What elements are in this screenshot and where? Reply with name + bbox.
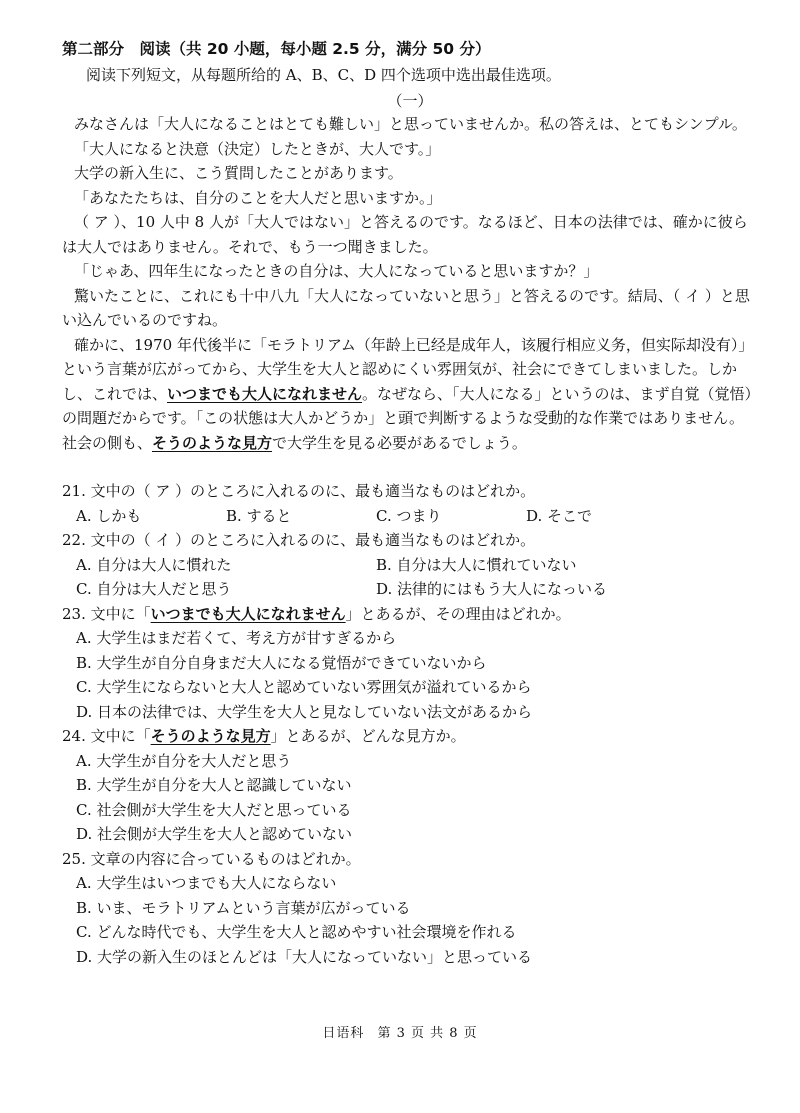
option-b: B. 大学生が自分自身まだ大人になる覚悟ができていないから: [76, 653, 487, 672]
option-c: C. 自分は大人だと思う: [76, 580, 232, 598]
instructions: 阅读下列短文，从每题所给的 A、B、C、D 四个选项中选出最佳选项。: [86, 66, 561, 84]
passage-paragraph-1: みなさんは「大人になることはとても難しい」と思っていませんか。私の答えは、とてもシンプル。: [74, 115, 747, 133]
option-b: B. 大学生が自分を大人と認識していない: [76, 776, 352, 794]
passage-paragraph-7: 驚いたことに、これにも十中八九「大人になっていないと思う」と答えるのです。結局、（ イ ）と思い込んでいるのですね。: [62, 286, 750, 329]
option-c: C. つまり: [376, 506, 442, 525]
passage-paragraph-2: 「大人になると決意（決定）したときが、大人です。」: [74, 139, 441, 158]
option-b: B. すると: [226, 506, 292, 525]
question-stem: 25. 文章の内容に合っているものはどれか。: [62, 849, 361, 868]
option-c: C. どんな時代でも、大学生を大人と認めやすい社会環境を作れる: [76, 923, 517, 941]
option-d: D. そこで: [526, 506, 593, 525]
option-d: D. 法律的にはもう大人になっいる: [376, 580, 608, 598]
stem-text: 24. 文中に「: [62, 727, 151, 745]
underlined-phrase-2: そうのような見方: [152, 433, 273, 452]
passage-paragraph-8: [62, 333, 758, 456]
option-a: A. 大学生はまだ若くて、考え方が甘すぎるから: [76, 629, 397, 647]
option-a: A. しかも: [76, 506, 142, 525]
question-stem: [62, 602, 758, 627]
question-24: [62, 724, 758, 847]
passage-paragraph-6: 「じゃあ、四年生になったときの自分は、大人になっていると思いますか？」: [74, 262, 599, 280]
passage-paragraph-4: 「あなたたちは、自分のことを大人だと思いますか。」: [74, 188, 442, 207]
option-c: C. 社会側が大学生を大人だと思っている: [76, 800, 352, 819]
options: [76, 553, 758, 602]
passage-text: 。なぜなら、「大人になる」というのは、まず自覚（覚悟）の問題だからです。「この状態は大人かどうか」と頭で判断するような受動的な作業ではありません。社会の側も、: [62, 384, 753, 452]
question-stem: 21. 文中の（ ア ）のところに入れるのに、最も適当なものはどれか。: [62, 482, 536, 500]
options: [76, 871, 758, 969]
option-a: A. 大学生が自分を大人だと思う: [76, 751, 292, 770]
option-d: D. 社会側が大学生を大人と認めていない: [76, 825, 353, 843]
option-d: D. 日本の法律では、大学生を大人と見なしていない法文があるから: [76, 702, 533, 721]
question-22: [62, 528, 758, 602]
question-stem: [62, 724, 758, 749]
option-c: C. 大学生にならないと大人と認めていない雰囲気が溢れているから: [76, 678, 532, 696]
passage-number: （一）: [387, 92, 433, 110]
passage-text: 確かに、1970 年代後半に「モラトリアム（年龄上已经是成年人，该履行相应义务，但实际却没有）」という言葉が広がってから、大学生を大人と認めにくい雰囲気が、社会にできてしまいました。しかし、これでは、: [62, 335, 754, 403]
stem-underlined: いつまでも大人になれません: [150, 604, 346, 623]
underlined-phrase-1: いつまでも大人になれません: [167, 384, 363, 403]
question-23: [62, 602, 758, 725]
passage-text: で大学生を見る必要があるでしょう。: [272, 433, 527, 452]
question-stem: 22. 文中の（ イ ）のところに入れるのに、最も適当なものはどれか。: [62, 531, 536, 549]
stem-text: 」とあるが、どんな見方か。: [270, 727, 466, 745]
section-title: 第二部分 阅读（共 20 小题，每小题 2.5 分，满分 50 分）: [62, 40, 491, 58]
option-a: A. 自分は大人に慣れた: [76, 555, 232, 574]
question-25: [62, 847, 758, 970]
reading-passage: [62, 112, 758, 455]
footer-subject: 日语科: [322, 1026, 365, 1041]
passage-paragraph-5: （ ア ）、10 人中 8 人が「大人ではない」と答えるのです。なるほど、日本の法律では、確かに彼らは大人ではありません。それで、もう一つ聞きました。: [62, 213, 748, 256]
stem-text: 」とあるが、その理由はどれか。: [345, 604, 571, 623]
options: [76, 749, 758, 847]
footer-page-number: 第 3 页 共 8 页: [377, 1026, 478, 1041]
option-b: B. いま、モラトリアムという言葉が広がっている: [76, 898, 411, 917]
options: [76, 504, 758, 529]
passage-paragraph-3: 大学の新入生に、こう質問したことがあります。: [74, 164, 403, 182]
option-d: D. 大学の新入生のほとんどは「大人になっていない」と思っている: [76, 947, 533, 966]
question-list: [62, 479, 758, 969]
stem-underlined: そうのような見方: [150, 727, 271, 745]
option-a: A. 大学生はいつまでも大人にならない: [76, 874, 337, 892]
options: [76, 626, 758, 724]
option-b: B. 自分は大人に慣れていない: [376, 555, 577, 574]
question-21: [62, 479, 758, 528]
page-footer: [0, 1022, 800, 1041]
stem-text: 23. 文中に「: [62, 604, 151, 623]
